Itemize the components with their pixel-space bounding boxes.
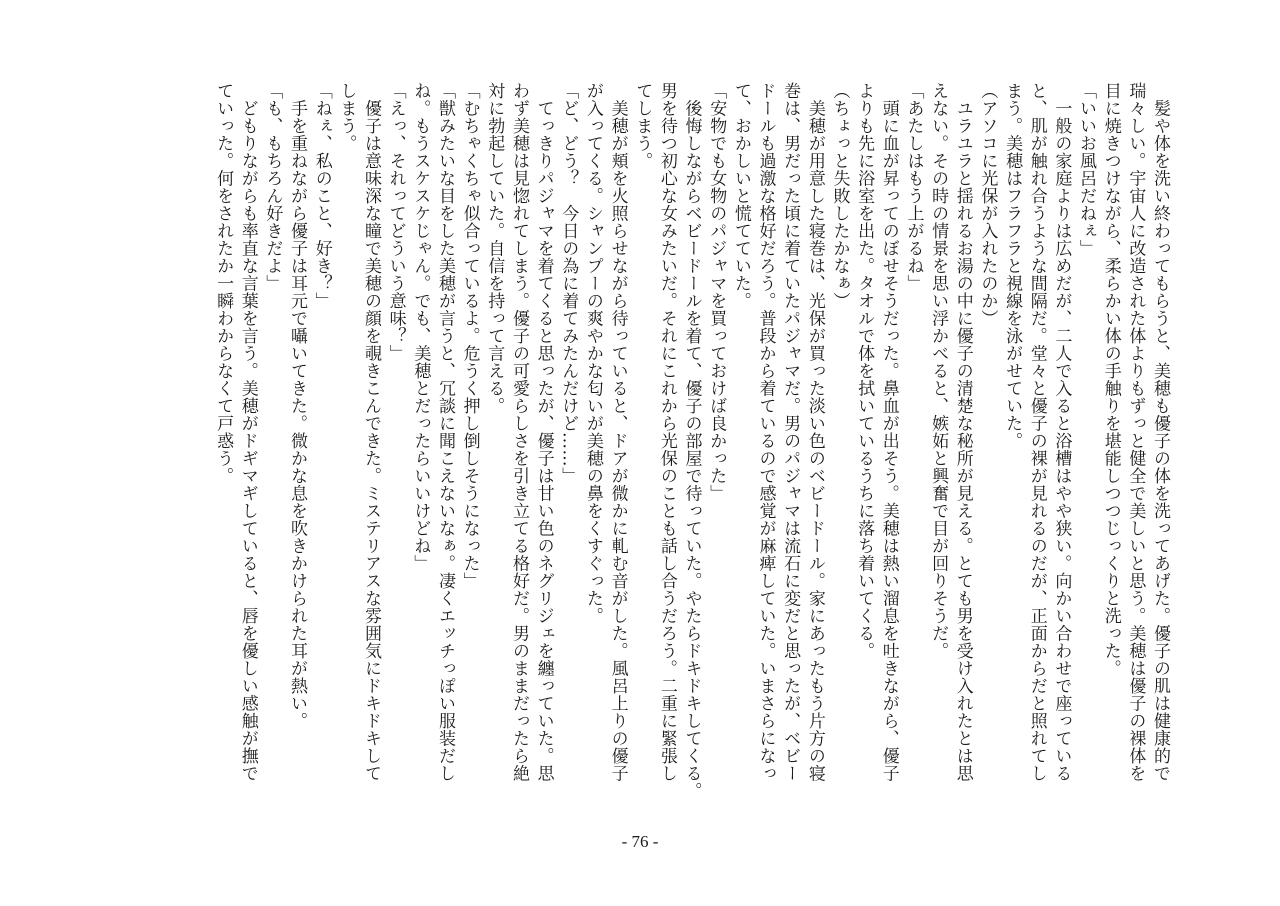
text-line: 「えっ、それってどういう意味？」: [385, 82, 406, 362]
text-line: ドールも過激な格好だろう。普段から着ているので感覚が麻痺していた。いまさらになっ: [755, 82, 776, 782]
text-line: 「も、もちろん好きだよ」: [262, 82, 283, 292]
text-line: と、肌が触れ合うような間隔だ。堂々と優子の裸が見れるのだが、正面からだと照れてし: [1026, 82, 1047, 782]
text-line: が入ってくる。シャンプーの爽やかな匂いが美穂の鼻をくすぐった。: [582, 82, 603, 625]
page-number: - 76 -: [621, 832, 659, 851]
text-line: わず美穂は見惚れてしまう。優子の可愛らしさを引き立てる格好だ。男のままだったら絶: [508, 82, 529, 782]
text-line: （アソコに光保が入れたのか）: [977, 82, 998, 327]
text-line: 「獣みたいな目をした美穂が言うと、冗談に聞こえないなぁ。凄くエッチっぽい服装だし: [434, 82, 455, 782]
text-line: 美穂が頬を火照らせながら待っていると、ドアが微かに軋む音がした。風呂上りの優子: [607, 82, 628, 782]
text-line: 手を重ねながら優子は耳元で囁いてきた。微かな息を吹きかけられた耳が熱い。: [287, 82, 308, 730]
vertical-text-body: [102, 82, 1172, 802]
text-line: 「いいお風呂だねぇ」: [1076, 82, 1097, 257]
text-line: まう。美穂はフラフラと視線を泳がせていた。: [1002, 82, 1023, 450]
text-line: よりも先に浴室を出た。タオルで体を拭いているうちに落ち着いてくる。: [854, 82, 875, 660]
text-line: 後悔しながらベビードールを着て、優子の部屋で待っていた。やたらドキドキしてくる。: [681, 82, 702, 800]
text-line: 髪や体を洗い終わってもらうと、美穂も優子の体を洗ってあげた。優子の肌は健康的で: [1150, 82, 1170, 782]
text-line: 「あたしはもう上がるね」: [903, 82, 924, 292]
text-line: 一般の家庭よりは広めだが、二人で入ると浴槽はやや狭い。向かい合わせで座っている: [1051, 82, 1072, 782]
text-line: ていった。何をされたか一瞬わからなくて戸惑う。: [213, 82, 234, 485]
text-line: 「ねぇ、私のこと、好き？」: [311, 82, 332, 310]
text-line: 目に焼きつけながら、柔らかい体の手触りを堪能しつつじっくりと洗った。: [1100, 82, 1121, 677]
text-line: 頭に血が昇ってのぼせそうだった。鼻血が出そう。美穂は熱い溜息を吐きながら、優子: [878, 82, 899, 782]
text-line: しまう。: [336, 82, 357, 152]
text-line: えない。その時の情景を思い浮かべると、嫉妬と興奮で目が回りそうだ。: [928, 82, 949, 660]
text-line: 「安物でも女物のパジャマを買っておけば良かった」: [706, 82, 727, 502]
text-line: 巻は、男だった頃に着ていたパジャマだ。男のパジャマは流石に変だと思ったが、ベビー: [780, 82, 801, 782]
text-line: 「むちゃくちゃ似合っているよ。危うく押し倒しそうになった」: [459, 82, 480, 590]
text-line: 男を待つ初心な女みたいだ。それにこれから光保のことも話し合うだろう。二重に緊張し: [656, 82, 677, 782]
text-line: 瑞々しい。宇宙人に改造された体よりもずっと健全で美しいと思う。美穂は優子の裸体を: [1125, 82, 1146, 782]
text-line: （ちょっと失敗したかなぁ）: [829, 82, 850, 310]
text-line: ね。もうスケスケじゃん。でも、美穂とだったらいいけどね」: [410, 82, 431, 572]
text-line: 「ど、どう？ 今日の為に着てみたんだけど……」: [558, 82, 579, 485]
text-line: どもりながらも率直な言葉を言う。美穂がドギマギしていると、唇を優しい感触が撫で: [237, 82, 258, 782]
text-line: ユラユラと揺れるお湯の中に優子の清楚な秘所が見える。とても男を受け入れたとは思: [952, 82, 973, 782]
text-line: 対に勃起していた。自信を持って言える。: [484, 82, 505, 415]
text-line: 美穂が用意した寝巻は、光保が買った淡い色のベビードール。家にあったもう片方の寝: [804, 82, 825, 782]
text-line: 優子は意味深な瞳で美穂の顔を覗きこんできた。ミステリアスな雰囲気にドキドキして: [361, 82, 381, 782]
text-line: て、おかしいと慌てていた。: [730, 82, 751, 310]
text-line: てしまう。: [632, 82, 653, 170]
text-line: てっきりパジャマを着てくると思ったが、優子は甘い色のネグリジェを纏っていた。思: [533, 82, 554, 782]
